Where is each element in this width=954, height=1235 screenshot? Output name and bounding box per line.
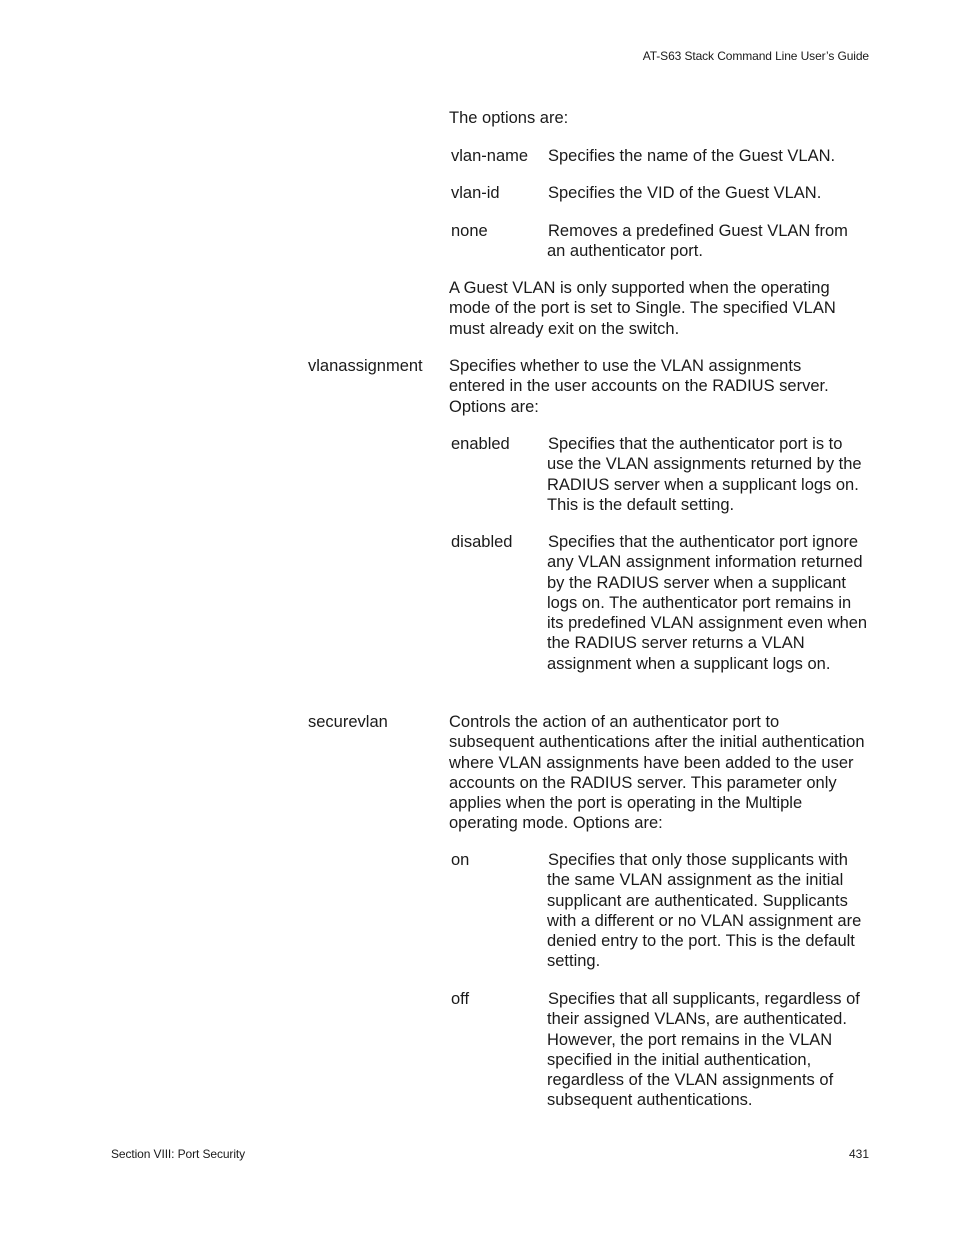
parameter-name: vlanassignment — [308, 357, 423, 375]
option-name: vlan-name — [451, 147, 529, 165]
option-description: Specifies that all supplicants, regardless of their assigned VLANs, are authenticated. However, the port remains in the VLAN specified in the initial authentication, regardless of the VLAN assignments of subsequent authentications. — [547, 990, 860, 1110]
footer-section: Section VIII: Port Security — [111, 1147, 246, 1161]
option-description: Specifies that the authenticator port ignore any VLAN assignment information returned by the RADIUS server when a supplicant logs on. The authenticator port remains in its predefined VLAN assignment even when the RADIUS server returns a VLAN assignment when a supplicant logs on. — [547, 533, 868, 673]
guestvlan-options-intro: The options are: — [449, 109, 569, 127]
parameter-description: Controls the action of an authenticator port to subsequent authentications after the initial authentication where VLAN assignments have been added to the user accounts on the RADIUS server. This parameter only applies when the port is operating in the Multiple operating mode. Options are: — [449, 713, 865, 833]
option-description: Specifies that the authenticator port is to use the VLAN assignments returned by the RADIUS server when a supplicant logs on. This is the default setting. — [547, 435, 862, 514]
option-description: Specifies the VID of the Guest VLAN. — [548, 184, 822, 202]
option-description: Specifies the name of the Guest VLAN. — [548, 147, 836, 165]
parameter-description: Specifies whether to use the VLAN assignments entered in the user accounts on the RADIUS server. Options are: — [449, 357, 829, 416]
option-name: disabled — [451, 533, 513, 551]
option-name: enabled — [451, 435, 510, 453]
option-name: off — [451, 990, 470, 1008]
option-name: on — [451, 851, 470, 869]
option-description: Removes a predefined Guest VLAN from an authenticator port. — [547, 222, 848, 261]
option-name: none — [451, 222, 488, 240]
running-header: AT-S63 Stack Command Line User’s Guide — [642, 49, 869, 63]
guestvlan-note: A Guest VLAN is only supported when the operating mode of the port is set to Single. The specified VLAN must already exit on the switch. — [449, 279, 836, 338]
parameter-name: securevlan — [308, 713, 388, 731]
option-description: Specifies that only those supplicants with the same VLAN assignment as the initial supplicant are authenticated. Supplicants with a different or no VLAN assignment are denied entry to the port. This is the default setting. — [547, 851, 862, 971]
page-number: 431 — [848, 1147, 869, 1161]
option-name: vlan-id — [451, 184, 500, 202]
